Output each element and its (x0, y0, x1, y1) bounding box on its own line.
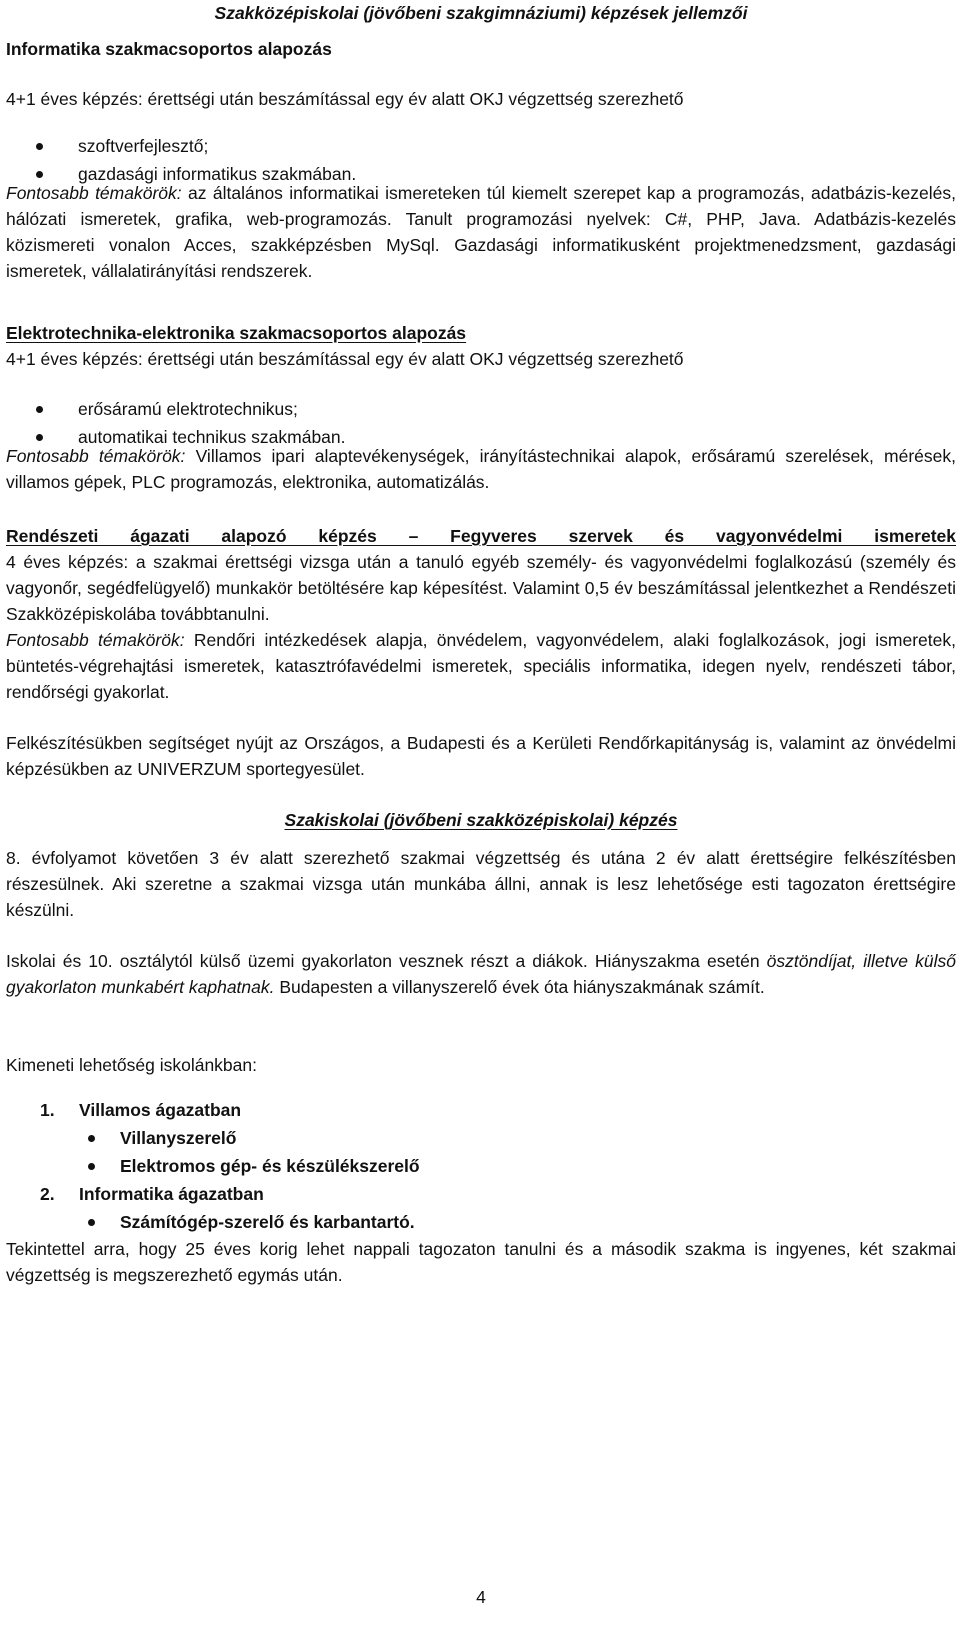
closing-paragraph: Tekintettel arra, hogy 25 éves korig lehet nappali tagozaton tanulni és a második szakma is ingyenes, két szakmai végzettség is megszerezhető egymás után. (6, 1239, 956, 1285)
list-item: automatikai technikus szakmában. (6, 423, 956, 451)
document-page (6, 0, 956, 1626)
list-item: szoftverfejlesztő; (6, 132, 956, 160)
rendeszeti-topics (6, 627, 956, 705)
list-item-label: Villamos ágazatban (79, 1100, 242, 1120)
rendeszeti-heading: Rendészeti ágazati alapozó képzés – Fegyveres szervek és vagyonvédelmi ismeretek (6, 526, 956, 546)
document-title-text: Szakközépiskolai (jövőbeni szakgimnáziumi) képzések jellemzői (214, 3, 748, 23)
paragraph-text: Iskolai és 10. osztálytól külső üzemi gyakorlaton vesznek részt a diákok. Hiányszakma esetén (6, 951, 767, 971)
page-number: 4 (476, 1587, 486, 1607)
topics-label: Fontosabb témakörök: (6, 446, 186, 466)
szakiskola-heading: Szakiskolai (jövőbeni szakközépiskolai) képzés (284, 810, 678, 830)
list-item: gazdasági informatikus szakmában. (6, 160, 956, 188)
list-item-label: Informatika ágazatban (79, 1184, 264, 1204)
list-number: 1. (40, 1100, 55, 1120)
list-item: Villanyszerelő (6, 1124, 956, 1152)
list-item: erősáramú elektrotechnikus; (6, 395, 956, 423)
elektro-intro: 4+1 éves képzés: érettségi után beszámítással egy év alatt OKJ végzettség szerezhető (6, 349, 684, 369)
topics-label: Fontosabb témakörök: (6, 630, 185, 650)
paragraph-text: Budapesten a villanyszerelő évek óta hiányszakmának számít. (274, 977, 765, 997)
list-number: 2. (40, 1184, 55, 1204)
list-item: Elektromos gép- és készülékszerelő (6, 1152, 956, 1180)
output-ag-villamos (6, 1096, 956, 1124)
paragraph-italic-text: ösztöndíjat, illetve külső gyakorlaton munkabért kaphatnak. (6, 951, 956, 997)
informatika-topics (6, 180, 956, 284)
elektro-heading: Elektrotechnika-elektronika szakmacsoportos alapozás (6, 323, 467, 343)
informatika-intro: 4+1 éves képzés: érettségi után beszámítással egy év alatt OKJ végzettség szerezhető (6, 89, 684, 109)
szakiskola-paragraph-2 (6, 948, 956, 1000)
elektro-topics (6, 443, 956, 495)
topics-text: Rendőri intézkedések alapja, önvédelem, vagyonvédelem, alaki foglalkozások, jogi ismeretek, büntetés-végrehajtási ismeretek, katasztrófavédelmi ismeretek, speciális informatika, idegen nyelv, rendészeti tábor, rendőrségi gyakorlat. (6, 630, 956, 702)
outputs-label: Kimeneti lehetőség iskolánkban: (6, 1055, 257, 1075)
outputs-list (6, 1096, 956, 1236)
document-title (6, 0, 956, 26)
topics-label: Fontosabb témakörök: (6, 183, 182, 203)
list-item: Számítógép-szerelő és karbantartó. (6, 1208, 956, 1236)
informatika-heading: Informatika szakmacsoportos alapozás (6, 39, 332, 59)
szakiskola-paragraph-1: 8. évfolyamot követően 3 év alatt szerezhető szakmai végzettség és utána 2 év alatt érettségire felkészítésben részesülnek. Aki szeretne a szakmai vizsga után munkába állni, annak is lesz lehetősége esti tagozaton érettségire készülni. (6, 848, 956, 920)
topics-text: Villamos ipari alaptevékenységek, irányítástechnikai alapok, erősáramú szerelések, mérések, villamos gépek, PLC programozás, elektronika, automatizálás. (6, 446, 956, 492)
output-ag-informatika (6, 1180, 956, 1208)
rendeszeti-support: Felkészítésükben segítséget nyújt az Országos, a Budapesti és a Kerületi Rendőrkapitányság is, valamint az önvédelmi képzésükben az UNIVERZUM sportegyesület. (6, 733, 956, 779)
rendeszeti-text: 4 éves képzés: a szakmai érettségi vizsga után a tanuló egyéb személy- és vagyonvédelmi foglalkozású (személy és vagyonőr, segédfelügyelő) munkakör betöltésére kap képesítést. Valamint 0,5 év beszámítással jelentkezhet a Rendészeti Szakközépiskolába továbbtanulni. (6, 552, 956, 624)
topics-text: az általános informatikai ismereteken túl kiemelt szerepet kap a programozás, adatbázis-kezelés, hálózati ismeretek, grafika, web-programozás. Tanult programozási nyelvek: C#, PHP, Java. Adatbázis-kezelés közismereti vonalon Acces, szakképzésben MySql. Gazdasági informatikusként projektmenedzsment, gazdasági ismeretek, vállalatirányítási rendszerek. (6, 183, 956, 281)
